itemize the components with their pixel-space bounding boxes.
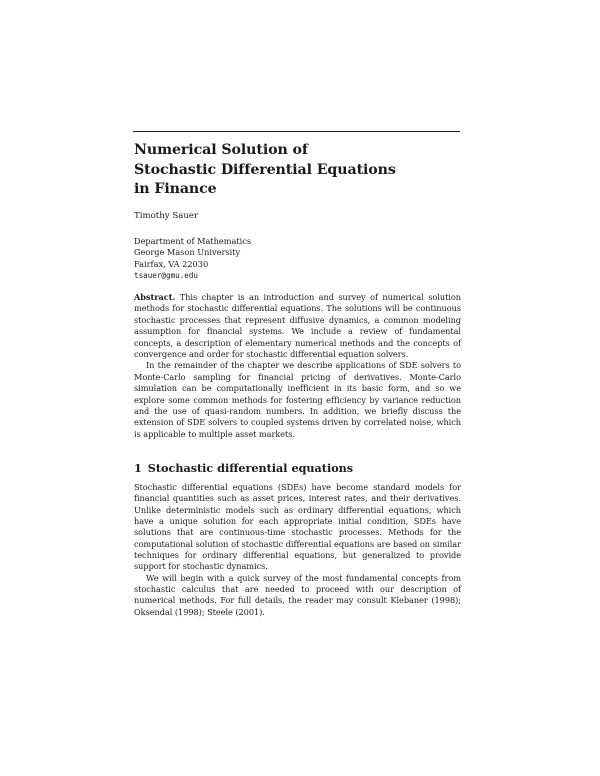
abstract bbox=[134, 292, 461, 440]
paper-title bbox=[134, 141, 464, 200]
abstract-paragraph-1 bbox=[134, 292, 461, 360]
title-rule bbox=[133, 131, 460, 132]
section-body bbox=[134, 482, 461, 618]
title-line-1: Numerical Solution of bbox=[134, 142, 308, 158]
body-paragraph-2: We will begin with a quick survey of the most fundamental concepts from stochastic calculus that are needed to proceed with our description of numerical methods. For full details, the reader may consult Klebaner (1998); Oksendal (1998); Steele (2001). bbox=[134, 572, 461, 617]
title-line-3: in Finance bbox=[134, 181, 217, 197]
affiliation-address: Fairfax, VA 22030 bbox=[134, 258, 209, 269]
title-line-2: Stochastic Differential Equations bbox=[134, 161, 396, 178]
abstract-text-1: This chapter is an introduction and survey of numerical solution methods for stochastic differential equations. The solutions will be continuous stochastic processes that represent diffusive dynamics, a common modeling assumption for financial systems. We include a review of fundamental concepts, a description of elementary numerical methods and the concepts of convergence and order for stochastic differential equation solvers. bbox=[134, 292, 461, 360]
body-paragraph-1: Stochastic differential equations (SDEs) have become standard models for financial quantities such as asset prices, interest rates, and their derivatives. Unlike deterministic models such as ordinary differential equations, which have a unique solution for each appropriate initial condition, SDEs have solutions that are continuous-time stochastic processes. Methods for the computational solution of stochastic differential equations are based on similar techniques for ordinary differential equations, but generalized to provide support for stochastic dynamics. bbox=[134, 482, 461, 572]
section-heading bbox=[134, 461, 353, 475]
abstract-label: Abstract. bbox=[134, 292, 176, 302]
author-email: tsauer@gmu.edu bbox=[134, 270, 199, 280]
section-title: Stochastic differential equations bbox=[147, 461, 354, 475]
affiliation bbox=[134, 236, 251, 281]
section-number: 1 bbox=[134, 461, 142, 475]
affiliation-department: Department of Mathematics bbox=[134, 236, 252, 246]
author-name: Timothy Sauer bbox=[134, 211, 199, 221]
abstract-paragraph-2: In the remainder of the chapter we describe applications of SDE solvers to Monte-Carlo sampling for financial pricing of derivatives. Monte-Carlo simulation can be computationally inefficient in its basic form, and so we explore some common methods for fostering efficiency by variance reduction and the use of quasi-random numbers. In addition, we briefly discuss the extension of SDE solvers to coupled systems driven by correlated noise, which is applicable to multiple asset markets. bbox=[134, 360, 461, 439]
affiliation-university: George Mason University bbox=[134, 247, 241, 258]
